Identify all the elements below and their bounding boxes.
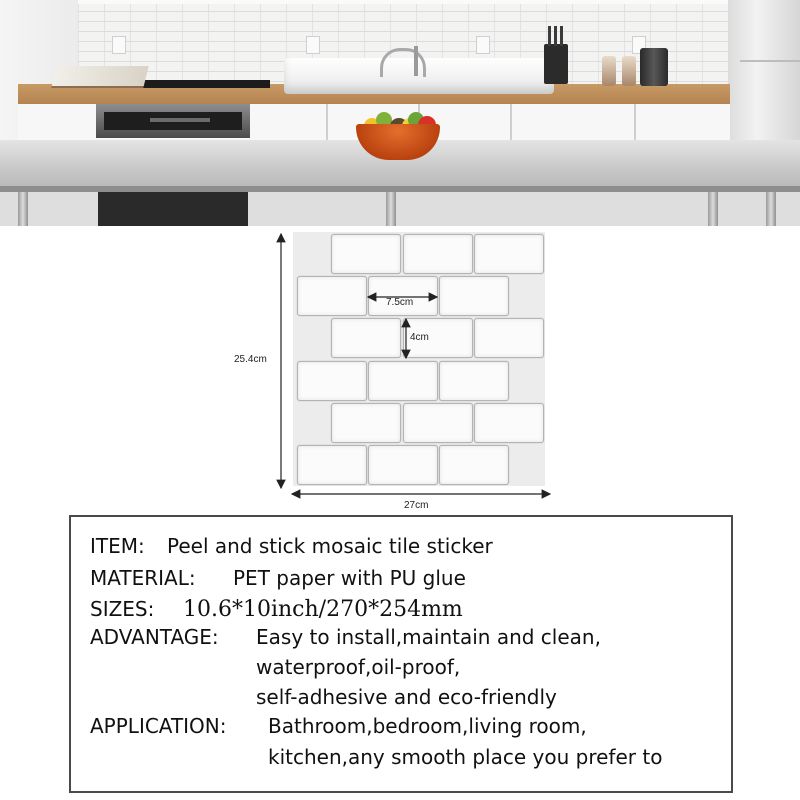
application-line: kitchen,any smooth place you prefer to: [268, 745, 663, 769]
under-cabinet-light: [78, 0, 728, 4]
kitchen-photo: [0, 0, 800, 226]
width-label: 27cm: [404, 500, 429, 511]
wall-outlet: [306, 36, 320, 54]
item-value: Peel and stick mosaic tile sticker: [167, 534, 493, 558]
item-label: ITEM:: [90, 534, 145, 558]
knife-handle: [554, 26, 557, 46]
application-line: Bathroom,bedroom,living room,: [268, 714, 587, 738]
advantage-label: ADVANTAGE:: [90, 625, 219, 649]
faucet-stem: [414, 46, 418, 76]
knife-block: [544, 44, 568, 84]
advantage-line: waterproof,oil-proof,: [256, 655, 461, 679]
french-press: [640, 48, 668, 86]
application-label: APPLICATION:: [90, 714, 227, 738]
sizes-label: SIZES:: [90, 597, 155, 621]
sizes-value: 10.6*10inch/270*254mm: [183, 597, 463, 622]
island-leg: [18, 192, 28, 226]
dimension-arrows: [0, 226, 800, 518]
refrigerator-handle: [740, 60, 800, 62]
wall-outlet: [476, 36, 490, 54]
cabinet-divider: [326, 104, 328, 140]
wall-outlet: [112, 36, 126, 54]
faucet: [380, 48, 426, 77]
storage-jar: [622, 56, 636, 86]
knife-handle: [548, 26, 551, 46]
tile-width-label: 7.5cm: [386, 297, 414, 308]
material-value: PET paper with PU glue: [233, 566, 466, 590]
knife-handle: [560, 26, 563, 46]
advantage-line: self-adhesive and eco-friendly: [256, 685, 557, 709]
tile-height-label: 4cm: [410, 332, 429, 343]
open-book: [51, 66, 148, 88]
island-leg: [386, 192, 396, 226]
island-leg: [708, 192, 718, 226]
advantage-line: Easy to install,maintain and clean,: [256, 625, 601, 649]
height-label: 25.4cm: [234, 354, 267, 365]
cabinet-divider: [634, 104, 636, 140]
oven-display: [150, 118, 210, 122]
dishwasher: [98, 192, 248, 226]
tile-dimension-diagram: [0, 226, 800, 518]
cabinet-divider: [510, 104, 512, 140]
island-leg: [766, 192, 776, 226]
storage-jar: [602, 56, 616, 86]
material-label: MATERIAL:: [90, 566, 196, 590]
